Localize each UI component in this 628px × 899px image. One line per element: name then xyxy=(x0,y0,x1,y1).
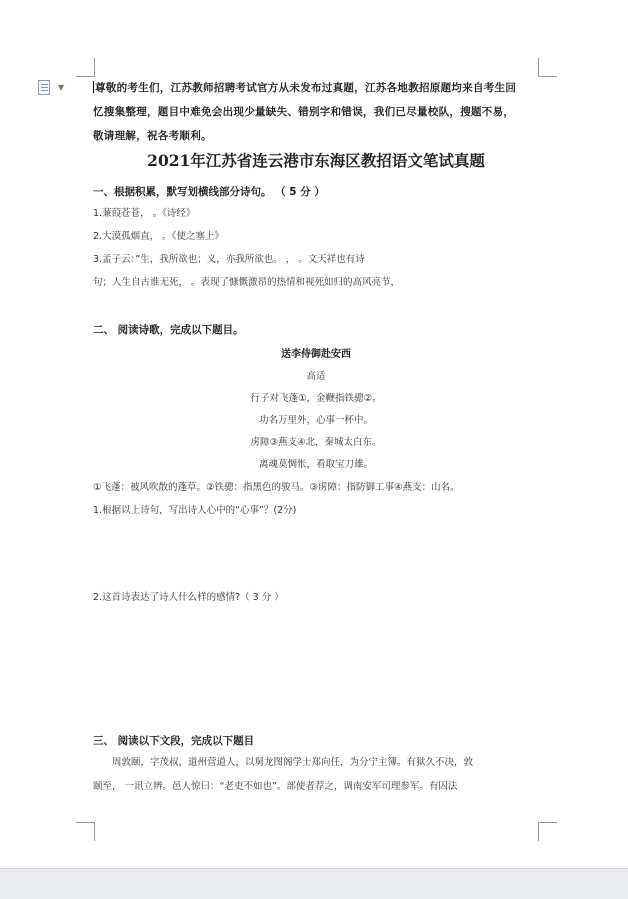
poem-line-4: 离魂莫惆怅，看取宝刀雄。 xyxy=(258,459,373,470)
notice-line-1 xyxy=(93,76,539,100)
section-3-heading: 三、 阅读以下文段，完成以下题目 xyxy=(93,735,255,747)
sheet-line xyxy=(41,84,48,85)
document-icon[interactable] xyxy=(38,80,50,95)
document-sheet xyxy=(38,80,50,95)
document-content[interactable] xyxy=(93,76,539,799)
poem-author: 高适 xyxy=(306,371,326,382)
poem-notes: ①飞蓬：被风吹散的蓬草。②铁骢：指黑色的骏马。③虏障：指防御工事④燕支：山名。 xyxy=(93,482,460,493)
section-1-heading: 一、根据积累，默写划横线部分诗句。 （ 5 分 ） xyxy=(93,186,325,198)
poem-title: 送李侍御赴安西 xyxy=(281,349,351,360)
window-bottom-bar xyxy=(0,868,628,899)
notice-line-3: 敬请理解，祝各考顺利。 xyxy=(93,130,212,142)
text-cursor xyxy=(93,81,94,93)
section-2-question-1: 1.根据以上诗句，写出诗人心中的“心事”？(2分) xyxy=(93,505,297,516)
section-1-question-3b: 句；人生自古谁无死， 。表现了慷慨激昂的热情和视死如归的高风亮节， xyxy=(93,277,401,288)
margin-mark-top-right xyxy=(538,58,557,77)
sheet-line xyxy=(41,87,48,88)
margin-mark-top-left xyxy=(76,58,95,77)
poem-line-2: 功名万里外，心事一杯中。 xyxy=(258,415,373,426)
answer-space-1 xyxy=(93,522,539,586)
section-2-question-2: 2.这首诗表达了诗人什么样的感情?（ 3 分 ） xyxy=(93,592,284,603)
notice-line-2: 忆搜集整理，题目中难免会出现少量缺失、错别字和错误，我们已尽量校队，搜题不易， xyxy=(93,106,515,118)
section-1-question-1: 1.蒹葭苍苍， 。《诗经》 xyxy=(93,208,196,219)
passage-line-2: 颐至， 一讯立辨。邑人惊曰：“老吏不如也”。部使者荐之，调南安军司理参军。有囚法 xyxy=(93,781,458,792)
margin-mark-bottom-left xyxy=(76,822,95,841)
chevron-down-icon[interactable]: ▼ xyxy=(58,83,65,92)
passage-line-1: 周敦颐，字茂叔，道州营道人，以舅龙图阁学士郑向任，为分宁主簿。有狱久不决，敦 xyxy=(112,757,474,768)
spacer xyxy=(93,294,539,320)
poem-line-3: 虏障③燕支④北，秦城太白东。 xyxy=(250,437,382,448)
section-2-heading: 二、 阅读诗歌，完成以下题目。 xyxy=(93,324,244,336)
margin-mark-bottom-right xyxy=(538,822,557,841)
poem-line-1: 行子对飞蓬①，金鞭指铁骢②。 xyxy=(250,393,382,404)
section-1-question-2: 2.大漠孤烟直， 。《使之塞上》 xyxy=(93,231,224,242)
sheet-line xyxy=(41,90,48,91)
section-1-question-3a: 3.孟子云：”生，我所欲也；义，亦我所欲也。 ， 。文天祥也有诗 xyxy=(93,254,365,265)
notice-text-1: 尊敬的考生们，江苏教师招聘考试官方从未发布过真题，江苏各地教招原题均来自考生回 xyxy=(95,82,517,94)
document-title: 2021年江苏省连云港市东海区教招语文笔试真题 xyxy=(147,151,485,170)
answer-space-2 xyxy=(93,609,539,731)
